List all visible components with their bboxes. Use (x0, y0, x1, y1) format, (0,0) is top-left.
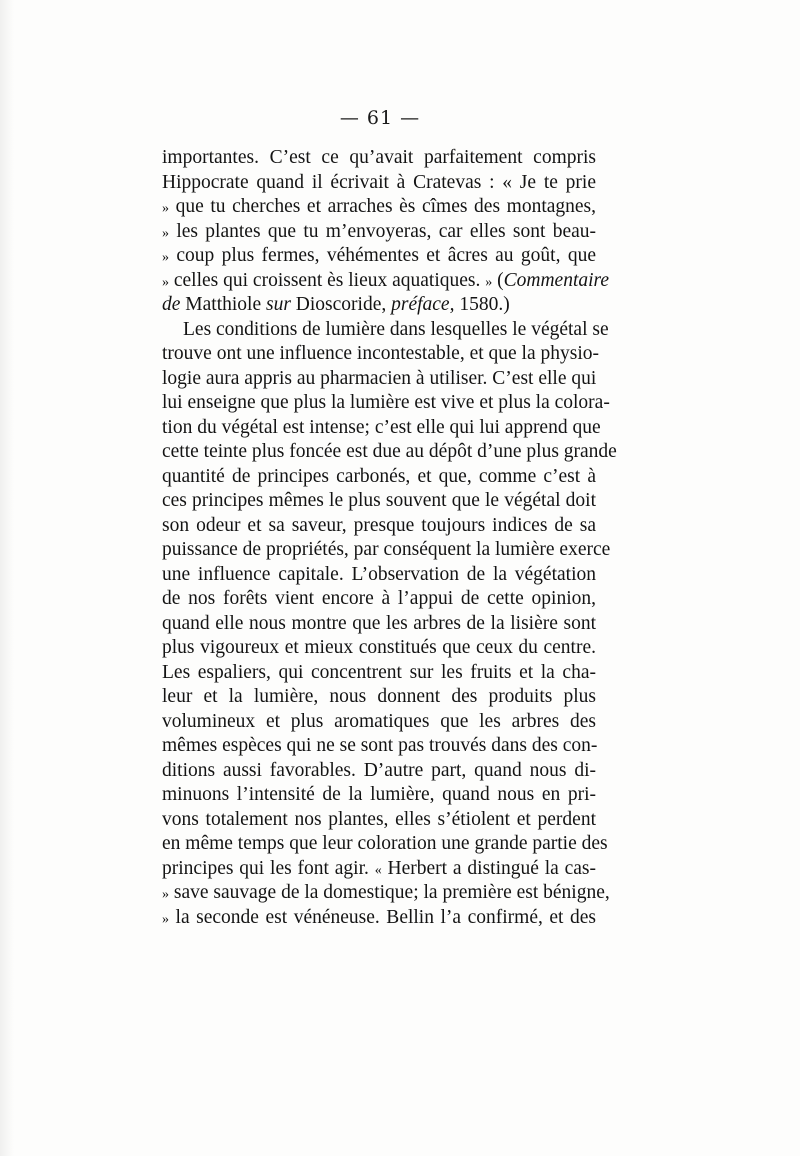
text-line: » que tu cherches et arraches ès cîmes des montagnes, (162, 196, 597, 217)
text-line: lui enseigne que plus la lumière est vive et plus la colora- (162, 392, 610, 413)
text-line: de nos forêts vient encore à l’appui de cette opinion, (162, 588, 596, 609)
text-line: Hippocrate quand il écrivait à Cratevas : « Je te prie (162, 171, 596, 193)
text-line: principes qui les font agir. « Herbert a distingué la cas- (162, 857, 597, 879)
text-line: leur et la lumière, nous donnent des produits plus (162, 686, 596, 707)
text-line: importantes. C’est ce qu’avait parfaitement compris (162, 147, 596, 168)
text-line: une influence capitale. L’observation de la végétation (162, 563, 596, 585)
text-line: » coup plus fermes, véhémentes et âcres au goût, que (162, 245, 597, 266)
citation-title: Commentaire (503, 269, 610, 291)
paragraph-start: Les conditions de lumière dans lesquelles le végétal se (183, 318, 609, 340)
text-line: » la seconde est vénéneuse. Bellin l’a confirmé, et des (162, 906, 597, 928)
text-line: » save sauvage de la domestique; la première est bénigne, (162, 882, 610, 903)
guillemet: » (485, 274, 493, 290)
text-line: tion du végétal est intense; c’est elle qui lui apprend que (162, 416, 601, 438)
text-line: Les espaliers, qui concentrent sur les fruits et la cha- (162, 661, 596, 683)
text-line: mêmes espèces qui ne se sont pas trouvés dans des con- (162, 735, 598, 756)
text-line: cette teinte plus foncée est due au dépôt d’une plus grande (162, 441, 617, 462)
guillemet: » (162, 887, 169, 902)
text-line: quantité de principes carbonés, et que, comme c’est à (162, 465, 596, 487)
guillemet: » (162, 250, 169, 265)
guillemet: » (162, 225, 169, 241)
text-line: » les plantes que tu m’envoyeras, car elles sont beau- (162, 220, 597, 242)
text-line: quand elle nous montre que les arbres de la lisière sont (162, 612, 596, 634)
page-edge-shadow (0, 0, 14, 1156)
text-line: » celles qui croissent ès lieux aquatiques. » (Commentaire (162, 269, 610, 291)
text-line: ces principes mêmes le plus souvent que le végétal doit (162, 490, 596, 511)
text-line: vons totalement nos plantes, elles s’étiolent et perdent (162, 808, 596, 830)
text-line: en même temps que leur coloration une grande partie des (162, 833, 608, 854)
guillemet: » (162, 911, 169, 927)
text-line: son odeur et sa saveur, presque toujours indices de sa (162, 514, 596, 536)
text-line: ditions aussi favorables. D’autre part, quand nous di- (162, 759, 596, 781)
guillemet: » (162, 201, 169, 216)
text-line: de Matthiole sur Dioscoride, préface, 1580.) (162, 294, 510, 315)
guillemet: « (374, 862, 382, 878)
text-line: logie aura appris au pharmacien à utiliser. C’est elle qui (162, 367, 597, 389)
text-line: puissance de propriétés, par conséquent la lumière exerce (162, 539, 611, 560)
text-line: minuons l’intensité de la lumière, quand nous en pri- (162, 784, 596, 805)
page-number: — 61 — (339, 107, 421, 129)
guillemet: » (162, 274, 169, 290)
text-line: volumineux et plus aromatiques que les arbres des (162, 710, 596, 732)
text-line: plus vigoureux et mieux constitués que ceux du centre. (162, 637, 596, 658)
body-text (162, 146, 617, 930)
text-line: trouve ont une influence incontestable, et que la physio- (162, 343, 599, 364)
